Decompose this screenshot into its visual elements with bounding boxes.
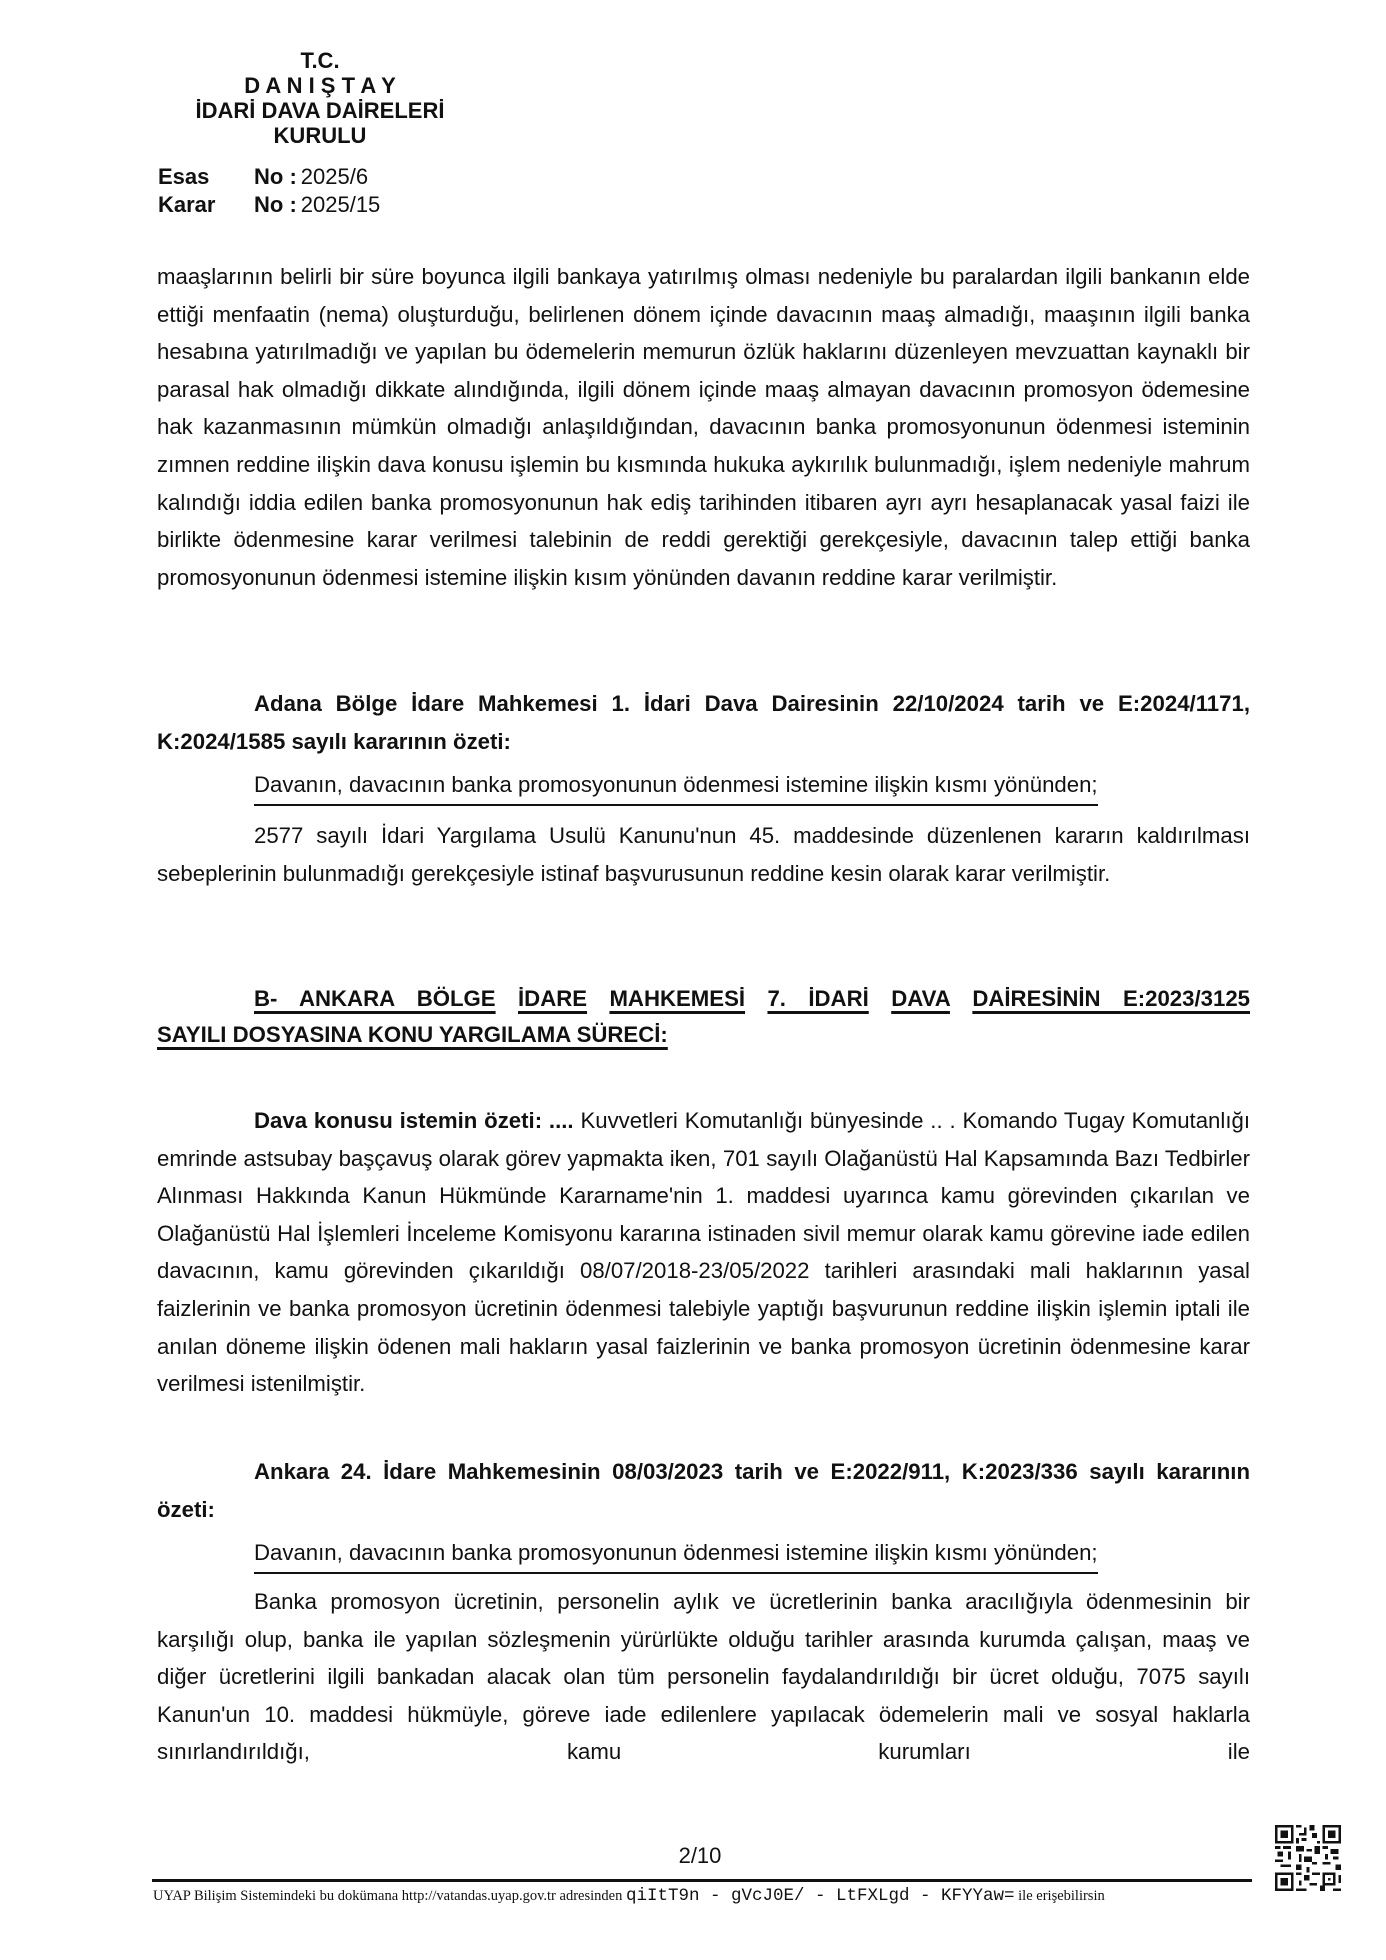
paragraph-text: 2577 sayılı İdari Yargılama Usulü Kanunu'nun 45. maddesinde düzenlenen kararın kaldırılması sebeplerinin bulunmadığı gerekçesiyle istinaf başvurusunun reddine kesin olarak karar verilmiştir. xyxy=(157,823,1250,886)
heading-text: Ankara 24. İdare Mahkemesinin 08/03/2023 tarih ve E:2022/911, K:2023/336 sayılı kararının özeti: xyxy=(157,1459,1250,1522)
section-b-heading xyxy=(157,981,1250,1053)
header-danistay: D A N I Ş T A Y xyxy=(244,73,396,98)
header-kurulu: KURULU xyxy=(273,123,367,148)
footer-divider xyxy=(152,1879,1252,1882)
footer-access-code: qiItT9n - gVcJ0E/ - LtFXLgd - KFYYaw= xyxy=(625,1886,1015,1906)
page-number: 2/10 xyxy=(678,1843,722,1868)
header-tc: T.C. xyxy=(300,48,340,73)
esas-no-label: No : xyxy=(254,164,297,189)
ankara-subheading-underlined: Davanın, davacının banka promosyonunun ödenmesi istemine ilişkin kısmı yönünden; xyxy=(254,1534,1098,1574)
adana-decision-text xyxy=(157,817,1250,892)
dava-konusu-text: Kuvvetleri Komutanlığı bünyesinde .. . Komando Tugay Komutanlığı emrinde astsubay başçavuş olarak görev yapmakta iken, 701 sayılı Olağanüstü Hal Kapsamında Bazı Tedbirler Alınması Hakkında Kanun Hükmünde Kararname'nin 1. maddesi uyarınca kamu görevinden çıkarılan ve Olağanüstü Hal İşlemleri İnceleme Komisyonu kararına istinaden sivil memur olarak kamu görevine iade edilen davacının, kamu görevinden çıkarıldığı 08/07/2018-23/05/2022 tarihleri arasındaki mali haklarının yasal faizlerinin ve banka promosyon ücretinin ödenmesi talebiyle yaptığı başvurunun reddine ilişkin işlemin iptali ile anılan döneme ilişkin ödenen mali hakların yasal faizlerinin ve banka promosyon ücretinin ödenmesine karar verilmesi istenilmiştir. xyxy=(157,1108,1250,1397)
section-b-word: MAHKEMESİ xyxy=(609,986,746,1011)
karar-row xyxy=(158,191,380,219)
header-dairesi: İDARİ DAVA DAİRELERİ xyxy=(195,98,445,123)
section-b-word: İDARE xyxy=(518,986,588,1011)
section-b-line1 xyxy=(157,981,1250,1017)
paragraph-text: Banka promosyon ücretinin, personelin aylık ve ücretlerinin banka aracılığıyla ödenmesinin bir karşılığı olup, banka ile yapılan sözleşmenin yürürlükte olduğu tarihler arasında kurumda çalışan, maaş ve diğer ücretlerini ilgili bankadan alacak olan tüm personelin faydalandırıldığı bir ücret olduğu, 7075 sayılı Kanun'un 10. maddesi hükmüyle, göreve iade edilenlere yapılacak ödemelerin mali ve sosyal haklarla sınırlandırıldığı, kamu kurumları ile xyxy=(157,1589,1250,1765)
section-b-word: DAVA xyxy=(891,986,950,1011)
heading-text: Adana Bölge İdare Mahkemesi 1. İdari Dava Dairesinin 22/10/2024 tarih ve E:2024/1171, K:2024/1585 sayılı kararının özeti: xyxy=(157,691,1250,754)
section-b-word: 7. İDARİ xyxy=(767,986,869,1011)
ankara-decision-heading xyxy=(157,1453,1250,1528)
case-numbers xyxy=(158,163,380,219)
footer-prefix: UYAP Bilişim Sistemindeki bu dokümana http://vatandas.uyap.gov.tr adresinden xyxy=(153,1888,626,1904)
karar-value: 2025/15 xyxy=(300,192,381,217)
dava-konusu-label: Dava konusu istemin özeti: .... xyxy=(254,1108,574,1133)
section-b-line2-text: SAYILI DOSYASINA KONU YARGILAMA SÜRECİ: xyxy=(157,1022,668,1047)
karar-no-label: No : xyxy=(254,192,297,217)
paragraph-text: maaşlarının belirli bir süre boyunca ilgili bankaya yatırılmış olması nedeniyle bu paralardan ilgili bankanın elde ettiği menfaatin (nema) oluşturduğu, belirlenen dönem içinde davacının maaş almadığı, maaşının ilgili banka hesabına yatırılmadığı ve yapılan bu ödemelerin memurun özlük haklarını düzenleyen mevzuattan kaynaklı bir parasal hak olmadığı dikkate alındığında, ilgili dönem içinde maaş almayan davacının promosyon ödemesine hak kazanmasının mümkün olmadığı anlaşıldığından, davacının banka promosyonunun ödenmesi isteminin zımnen reddine ilişkin dava konusu işlemin bu kısmında hukuka aykırılık bulunmadığı, işlem nedeniyle mahrum kalındığı iddia edilen banka promosyonunun hak ediş tarihinden itibaren ayrı ayrı hesaplanacak yasal faizi ile birlikte ödenmesine karar verilmesi talebinin de reddi gerektiği gerekçesiyle, davacının talep ettiği banka promosyonunun ödenmesi istemine ilişkin kısım yönünden davanın reddine karar verilmiştir. xyxy=(157,264,1250,590)
dava-konusu-paragraph xyxy=(157,1102,1250,1403)
paragraph-text xyxy=(157,1102,1250,1403)
section-b-word: DAİRESİNİN E:2023/3125 xyxy=(972,986,1251,1011)
esas-label: Esas xyxy=(158,164,210,189)
qr-code-icon xyxy=(1275,1825,1341,1891)
adana-subheading-underlined: Davanın, davacının banka promosyonunun ödenmesi istemine ilişkin kısmı yönünden; xyxy=(254,766,1098,806)
section-b-word: B- ANKARA BÖLGE xyxy=(254,986,496,1011)
court-header xyxy=(160,48,480,148)
footer-suffix: ile erişebilirsin xyxy=(1014,1888,1105,1904)
karar-label: Karar xyxy=(158,192,216,217)
paragraph-first-instance-summary xyxy=(157,258,1250,596)
adana-decision-heading xyxy=(157,685,1250,760)
esas-row xyxy=(158,163,380,191)
footer-access-note xyxy=(153,1886,1105,1906)
ankara-decision-text xyxy=(157,1583,1250,1771)
esas-value: 2025/6 xyxy=(300,164,369,189)
section-b-line2 xyxy=(157,1017,1250,1053)
